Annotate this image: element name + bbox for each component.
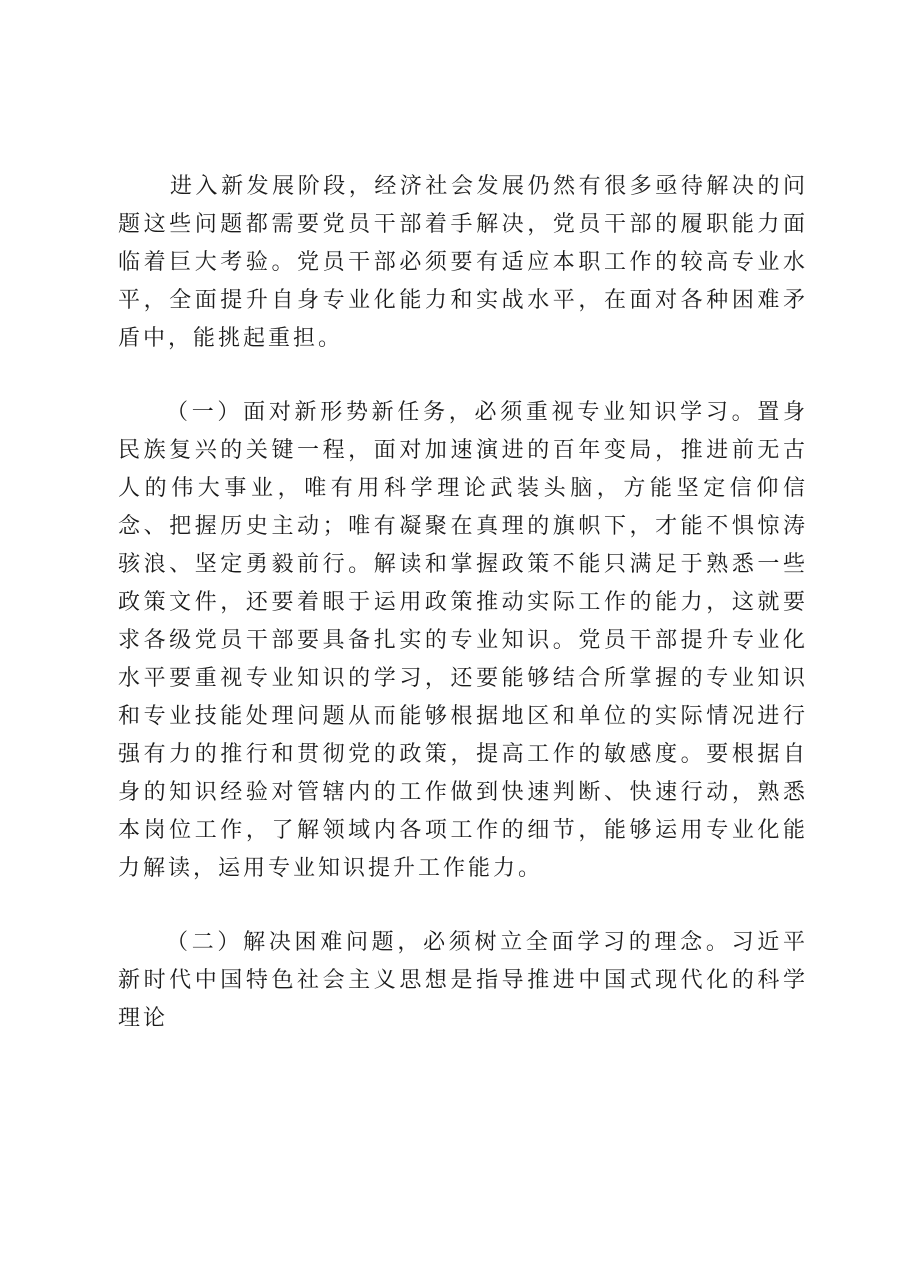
paragraph-section-1: （一）面对新形势新任务，必须重视专业知识学习。置身民族复兴的关键一程，面对加速演进的百年变局，推进前无古人的伟大事业，唯有用科学理论武装头脑，方能坚定信仰信念、把握历史主动；唯有凝聚在真理的旗帜下，才能不惧惊涛骇浪、坚定勇毅前行。解读和掌握政策不能只满足于熟悉一些政策文件，还要着眼于运用政策推动实际工作的能力，这就要求各级党员干部要具备扎实的专业知识。党员干部提升专业化水平要重视专业知识的学习，还要能够结合所掌握的专业知识和专业技能处理问题从而能够根据地区和单位的实际情况进行强有力的推行和贯彻党的政策，提高工作的敏感度。要根据自身的知识经验对管辖内的工作做到快速判断、快速行动，熟悉本岗位工作，了解领域内各项工作的细节，能够运用专业化能力解读，运用专业知识提升工作能力。 bbox=[118, 400, 808, 881]
paragraph-intro: 进入新发展阶段，经济社会发展仍然有很多亟待解决的问题这些问题都需要党员干部着手解决，党员干部的履职能力面临着巨大考验。党员干部必须要有适应本职工作的较高专业水平，全面提升自身专业化能力和实战水平，在面对各种困难矛盾中，能挑起重担。 bbox=[118, 174, 808, 351]
paragraph-section-2: （二）解决困难问题，必须树立全面学习的理念。习近平新时代中国特色社会主义思想是指导推进中国式现代化的科学理论 bbox=[118, 930, 808, 1031]
document-body bbox=[118, 168, 808, 1038]
